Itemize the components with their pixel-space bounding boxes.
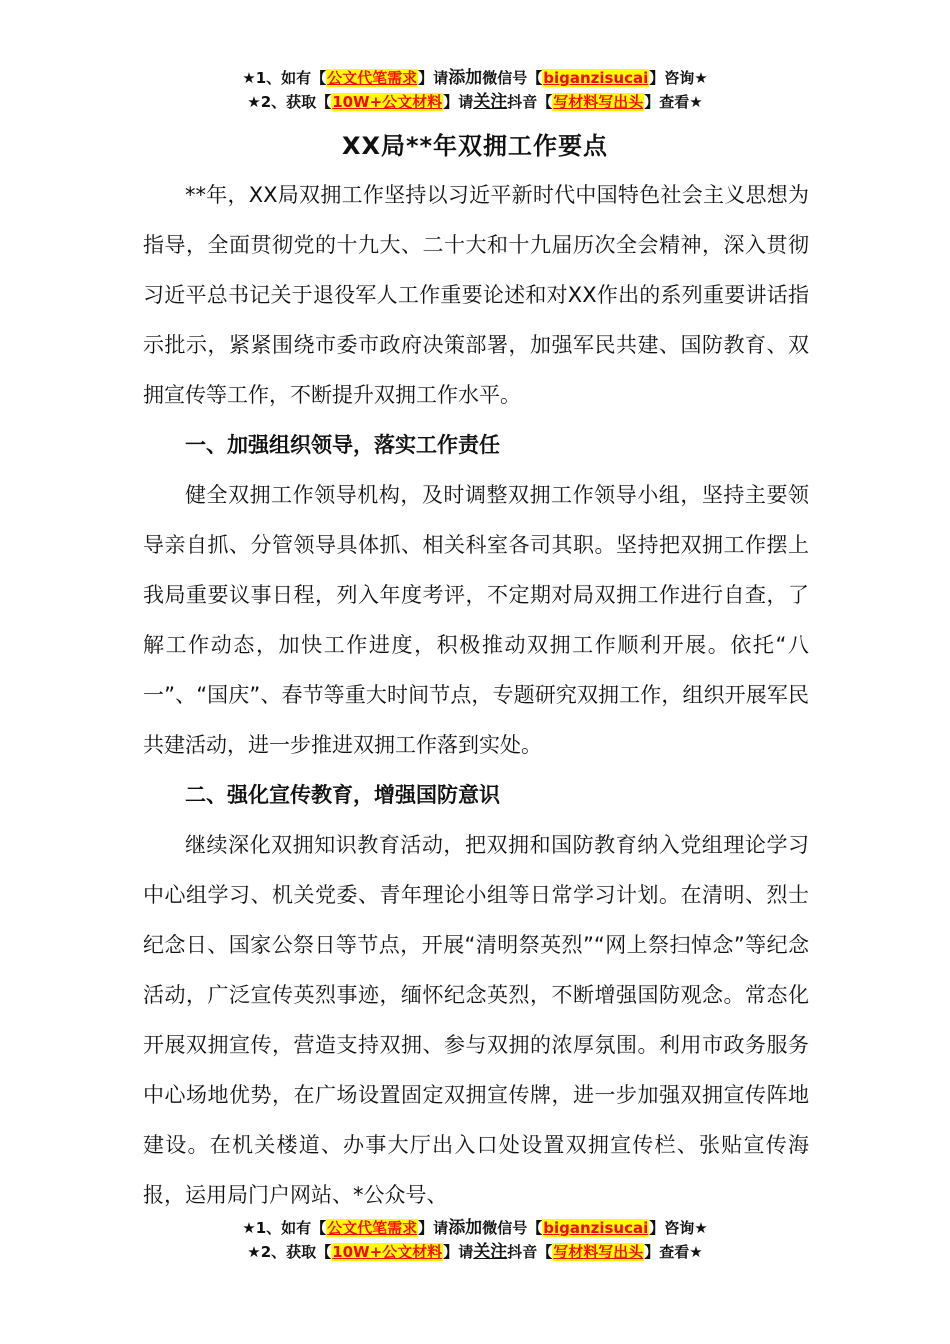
- promo-line-2: [0, 90, 950, 114]
- promo-text: 】请: [443, 93, 474, 111]
- promo-text: 】查看★: [644, 93, 703, 111]
- section-heading: 一、加强组织领导，落实工作责任: [185, 433, 500, 457]
- promo-text: 】咨询★: [649, 69, 708, 87]
- promo-highlight-wechat: biganzisucai: [543, 1219, 649, 1237]
- promo-text: 关注: [473, 92, 508, 112]
- promo-text: 微信号【: [482, 69, 543, 87]
- promo-text: 添加: [448, 1218, 483, 1238]
- promo-text: 】请: [418, 1219, 449, 1237]
- promo-highlight: 10W+公文材料: [332, 1243, 443, 1261]
- promo-highlight: 公文代笔需求: [327, 69, 418, 87]
- promo-line-2: [0, 1240, 950, 1264]
- section-heading: 二、强化宣传教育，增强国防意识: [185, 783, 500, 807]
- section-paragraph: 继续深化双拥知识教育活动，把双拥和国防教育纳入党组理论学习中心组学习、机关党委、青年理论小组等日常学习计划。在清明、烈士纪念日、国家公祭日等节点，开展“清明祭英烈”“网上祭扫悼念”等纪念活动，广泛宣传英烈事迹，缅怀纪念英烈，不断增强国防观念。常态化开展双拥宣传，营造支持双拥、参与双拥的浓厚氛围。利用市政务服务中心场地优势，在广场设置固定双拥宣传牌，进一步加强双拥宣传阵地建设。在机关楼道、办事大厅出入口处设置双拥宣传栏、张贴宣传海报，运用局门户网站、*公众号、: [143, 833, 809, 1207]
- promo-text: ★1、如有【: [242, 1219, 327, 1237]
- promo-footer: [0, 1216, 950, 1264]
- promo-highlight-wechat: biganzisucai: [543, 69, 649, 87]
- promo-text: ★2、获取【: [247, 1243, 332, 1261]
- promo-text: 抖音【: [507, 93, 553, 111]
- promo-header: [0, 66, 950, 114]
- promo-text: ★1、如有【: [242, 69, 327, 87]
- promo-highlight-douyin: 写材料写出头: [553, 93, 644, 111]
- promo-highlight-douyin: 写材料写出头: [553, 1243, 644, 1261]
- promo-highlight: 公文代笔需求: [327, 1219, 418, 1237]
- document-title: XX局**年双拥工作要点: [341, 132, 609, 160]
- intro-paragraph: **年，XX局双拥工作坚持以习近平新时代中国特色社会主义思想为指导，全面贯彻党的十九大、二十大和十九届历次全会精神，深入贯彻习近平总书记关于退役军人工作重要论述和对XX作出的系列重要讲话指示批示，紧紧围绕市委市政府决策部署，加强军民共建、国防教育、双拥宣传等工作，不断提升双拥工作水平。: [143, 183, 809, 407]
- promo-text: 】查看★: [644, 1243, 703, 1261]
- section-paragraph: 健全双拥工作领导机构，及时调整双拥工作领导小组，坚持主要领导亲自抓、分管领导具体抓、相关科室各司其职。坚持把双拥工作摆上我局重要议事日程，列入年度考评，不定期对局双拥工作进行自查，了解工作动态，加快工作进度，积极推动双拥工作顺利开展。依托“八一”、“国庆”、春节等重大时间节点，专题研究双拥工作，组织开展军民共建活动，进一步推进双拥工作落到实处。: [143, 483, 809, 757]
- promo-text: 】咨询★: [649, 1219, 708, 1237]
- promo-text: 添加: [448, 68, 483, 88]
- document-body: [143, 170, 809, 1220]
- promo-highlight: 10W+公文材料: [332, 93, 443, 111]
- promo-text: 抖音【: [507, 1243, 553, 1261]
- promo-text: ★2、获取【: [247, 93, 332, 111]
- promo-text: 】请: [443, 1243, 474, 1261]
- promo-line-1: [0, 1216, 950, 1240]
- promo-line-1: [0, 66, 950, 90]
- promo-text: 】请: [418, 69, 449, 87]
- promo-text: 关注: [473, 1242, 508, 1262]
- promo-text: 微信号【: [482, 1219, 543, 1237]
